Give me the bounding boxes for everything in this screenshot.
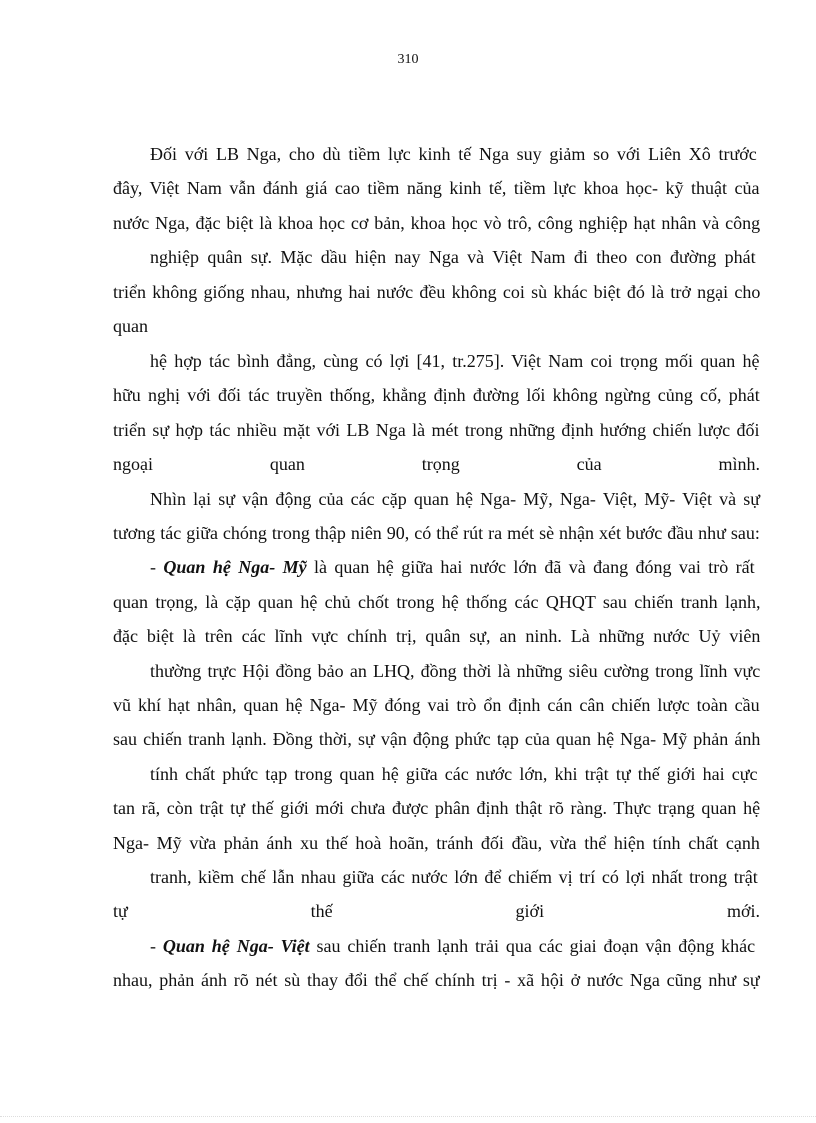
word: mới. <box>726 901 760 921</box>
text-line: quan <box>113 316 148 336</box>
justified-line <box>113 452 760 476</box>
text-line: triển sự hợp tác nhiều mặt với LB Nga là mét trong những định hướng chiến lược đối <box>113 420 760 440</box>
word: của <box>576 454 602 474</box>
text-line: quan trọng, là cặp quan hệ chủ chốt trong hệ thống các QHQT sau chiến tranh lạnh, <box>113 592 761 612</box>
text-line: triển không giống nhau, nhưng hai nước đều không coi sù khác biệt đó là trở ngại cho <box>113 282 761 302</box>
text-line: Nhìn lại sự vận động của các cặp quan hệ Nga- Mỹ, Nga- Việt, Mỹ- Việt và sự <box>150 489 761 509</box>
text-line: tương tác giữa chóng trong thập niên 90, có thể rút ra mét sè nhận xét bước đầu như sau: <box>113 523 760 543</box>
word: thế <box>310 901 333 921</box>
text-line: tan rã, còn trật tự thế giới mới chưa được phân định thật rõ ràng. Thực trạng quan hệ <box>113 798 761 818</box>
text-line: thường trực Hội đồng bảo an LHQ, đồng thời là những siêu cường trong lĩnh vực <box>150 661 761 681</box>
text-line: nước Nga, đặc biệt là khoa học cơ bản, khoa học vò trô, công nghiệp hạt nhân và công <box>113 213 761 233</box>
page-number: 310 <box>397 52 419 67</box>
page-edge-divider <box>0 1116 816 1117</box>
text-line: hữu nghị với đối tác truyền thống, khẳng định đường lối không ngừng củng cố, phát <box>113 385 760 405</box>
dash: - <box>150 557 164 577</box>
text-line: đây, Việt Nam vẫn đánh giá cao tiềm năng kinh tế, tiềm lực khoa học- kỹ thuật của <box>113 178 760 198</box>
text-line: hệ hợp tác bình đẳng, cùng có lợi [41, tr.275]. Việt Nam coi trọng mối quan hệ <box>150 351 760 371</box>
text-run: là quan hệ giữa hai nước lớn đã và đang đóng vai trò rất <box>306 557 755 577</box>
text-line: nghiệp quân sự. Mặc dầu hiện nay Nga và Việt Nam đi theo con đường phát <box>150 247 756 267</box>
word: tự <box>113 901 128 921</box>
word: giới <box>515 901 545 921</box>
dash: - <box>150 936 163 956</box>
section-heading: Quan hệ Nga- Mỹ <box>163 557 307 577</box>
justified-line <box>113 899 760 923</box>
text-run: sau chiến tranh lạnh trải qua các giai đoạn vận động khác <box>309 936 756 956</box>
word: mình. <box>718 454 760 474</box>
text-line <box>150 934 755 958</box>
text-line: tranh, kiềm chế lẫn nhau giữa các nước lớn để chiếm vị trí có lợi nhất trong trật <box>150 867 758 887</box>
text-line: vũ khí hạt nhân, quan hệ Nga- Mỹ đóng vai trò ổn định cán cân chiến lược toàn cầu <box>113 695 760 715</box>
section-heading: Quan hệ Nga- Việt <box>162 936 310 956</box>
text-line: nhau, phản ánh rõ nét sù thay đổi thể chế chính trị - xã hội ở nước Nga cũng như sự <box>113 970 760 990</box>
text-line: Đối với LB Nga, cho dù tiềm lực kinh tế Nga suy giảm so với Liên Xô trước <box>150 144 757 164</box>
word: quan <box>269 454 305 474</box>
text-line: đặc biệt là trên các lĩnh vực chính trị, quân sự, an ninh. Là những nước Uỷ viên <box>113 626 761 646</box>
text-line: Nga- Mỹ vừa phản ánh xu thế hoà hoãn, tránh đối đầu, vừa thể hiện tính chất cạnh <box>113 833 760 853</box>
word: trọng <box>421 454 460 474</box>
text-line <box>150 555 755 579</box>
word: ngoại <box>113 454 153 474</box>
text-line: tính chất phức tạp trong quan hệ giữa các nước lớn, khi trật tự thế giới hai cực <box>150 764 758 784</box>
text-line: sau chiến tranh lạnh. Đồng thời, sự vận động phức tạp của quan hệ Nga- Mỹ phản ánh <box>113 729 761 749</box>
